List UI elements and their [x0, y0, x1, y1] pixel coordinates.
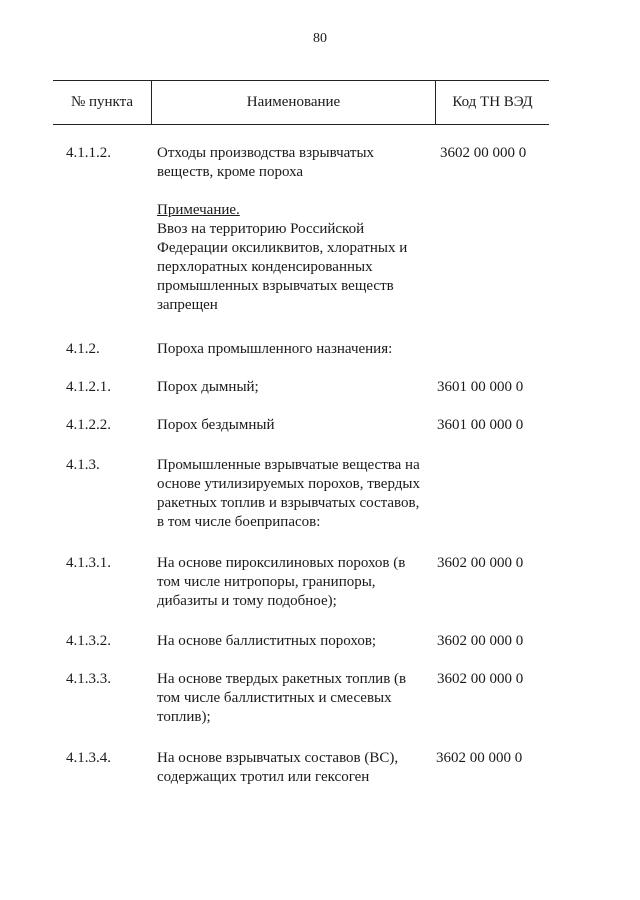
header-item-number: № пункта	[53, 81, 152, 124]
item-number: 4.1.3.	[66, 457, 100, 473]
item-name: Промышленные взрывчатые вещества на основе утилизируемых порохов, твердых ракетных топлив и взрывчатых составов, в том числе боеприпасов:	[157, 457, 420, 530]
item-number: 4.1.3.2.	[66, 633, 111, 649]
item-name: Пороха промышленного назначения:	[157, 341, 393, 357]
item-code: 3602 00 000 0	[437, 555, 524, 571]
item-number: 4.1.2.2.	[66, 417, 111, 433]
item-number: 4.1.2.1.	[66, 379, 111, 395]
note-text: Ввоз на территорию Российской Федерации оксиликвитов, хлоратных и перхлоратных конденсированных промышленных взрывчатых веществ запрещен	[157, 221, 408, 313]
item-name-text: Отходы производства взрывчатых веществ, кроме пороха	[157, 145, 375, 180]
item-code: 3602 00 000 0	[440, 145, 527, 161]
item-name: На основе твердых ракетных топлив (в том числе баллиститных и смесевых топлив);	[157, 671, 407, 725]
item-name: На основе баллиститных порохов;	[157, 633, 377, 649]
item-number: 4.1.2.	[66, 341, 100, 357]
item-name: Порох дымный;	[157, 379, 259, 395]
item-code: 3602 00 000 0	[437, 633, 524, 649]
item-name: На основе пироксилиновых порохов (в том числе нитропоры, гранипоры, дибазиты и тому подобное);	[157, 555, 406, 609]
item-number: 4.1.3.1.	[66, 555, 111, 571]
item-number: 4.1.1.2.	[66, 145, 111, 161]
item-code: 3602 00 000 0	[437, 671, 524, 687]
item-code: 3602 00 000 0	[436, 750, 523, 766]
header-tnved-code: Код ТН ВЭД	[452, 94, 533, 110]
item-code: 3601 00 000 0	[437, 417, 524, 433]
item-name	[157, 144, 429, 315]
header-name: Наименование	[152, 81, 436, 124]
table-header	[53, 80, 549, 125]
item-name: Порох бездымный	[157, 417, 275, 433]
item-name: На основе взрывчатых составов (ВС), содержащих тротил или гексоген	[157, 750, 399, 785]
item-code: 3601 00 000 0	[437, 379, 524, 395]
page-number: 80	[313, 31, 327, 46]
item-number: 4.1.3.4.	[66, 750, 111, 766]
item-number: 4.1.3.3.	[66, 671, 111, 687]
note-title: Примечание.	[157, 202, 240, 218]
